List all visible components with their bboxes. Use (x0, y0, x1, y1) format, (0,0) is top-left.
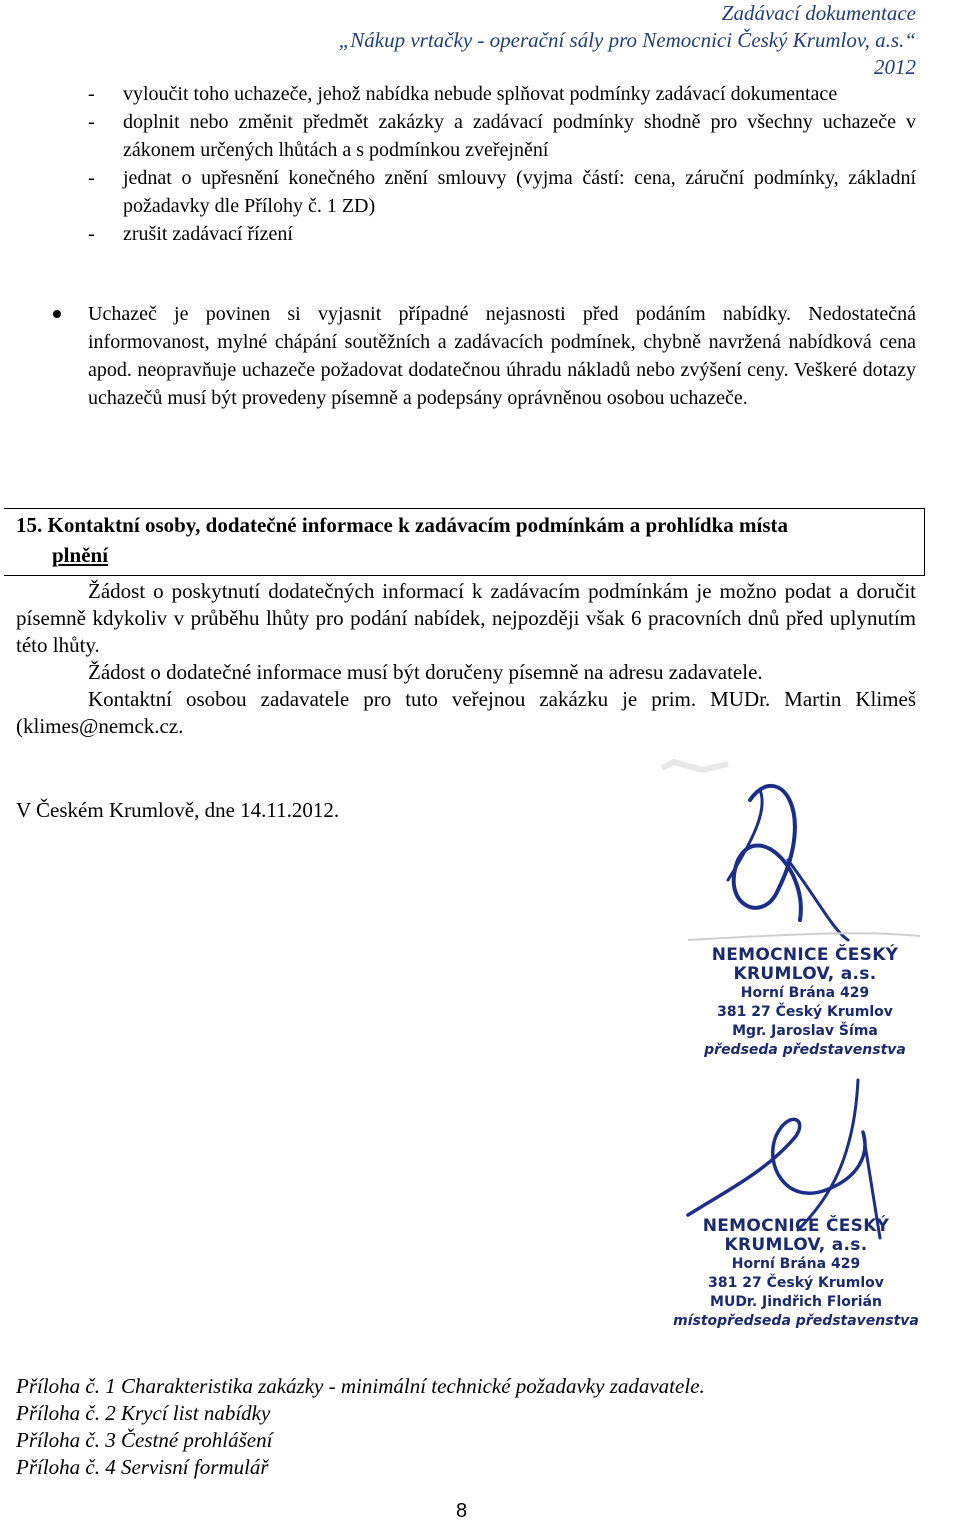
dash-marker: - (88, 223, 95, 245)
stamp-street: Horní Brána 429 (740, 985, 870, 1001)
dash-item-text: jednat o upřesnění konečného znění smlouvy (vyjma částí: cena, záruční podmínky, základní požadavky dle Přílohy č. 1 ZD) (123, 167, 916, 217)
stamp-city: 381 27 Český Krumlov (708, 1275, 884, 1291)
stamp-title: NEMOCNICE ČESKÝ KRUMLOV, a.s. (711, 945, 899, 984)
document-header (339, 0, 916, 81)
company-stamp (664, 1217, 928, 1331)
stamp-title: NEMOCNICE ČESKÝ KRUMLOV, a.s. (702, 1216, 890, 1255)
stamp-role: předseda představenstva (704, 1042, 906, 1058)
appendix-item: Příloha č. 3 Čestné prohlášení (16, 1428, 273, 1452)
bullet-paragraph (53, 300, 916, 412)
section-body (16, 578, 916, 740)
dash-list (88, 80, 916, 248)
appendix-list (16, 1373, 705, 1481)
header-title: Zadávací dokumentace (721, 1, 916, 25)
dash-item (88, 220, 916, 248)
dash-item (88, 164, 916, 220)
dash-item-text: doplnit nebo změnit předmět zakázky a zadávací podmínky shodně pro všechny uchazeče v zákonem určených lhůtách a s podmínkou zveřejnění (123, 111, 916, 161)
section-heading (16, 510, 916, 570)
appendix-item: Příloha č. 1 Charakteristika zakázky - minimální technické požadavky zadavatele. (16, 1374, 705, 1398)
signature-2-icon (658, 1040, 928, 1245)
section-heading-line2: plnění (52, 543, 109, 567)
dash-item (88, 80, 916, 108)
appendix-item: Příloha č. 4 Servisní formulář (16, 1455, 269, 1479)
signature-block (658, 740, 928, 1329)
dash-marker: - (88, 111, 95, 133)
signature-1-icon (658, 740, 928, 945)
stamp-person: MUDr. Jindřich Florián (710, 1294, 882, 1310)
page-number: 8 (456, 1500, 468, 1522)
dash-marker: - (88, 167, 95, 189)
dash-item-text: zrušit zadávací řízení (123, 223, 293, 245)
dash-item-text: vyloučit toho uchazeče, jehož nabídka nebude splňovat podmínky zadávací dokumentace (123, 83, 838, 105)
place-date: V Českém Krumlově, dne 14.11.2012. (16, 798, 340, 822)
bullet-paragraph-text: Uchazeč je povinen si vyjasnit případné nejasnosti před podáním nabídky. Nedostatečná informovanost, mylné chápání soutěžních a zadávacích podmínek, chybně navržená nabídková cena apod. neopravňuje uchazeče požadovat dodatečnou úhradu nákladů nebo zvýšení ceny. Veškeré dotazy uchazečů musí být provedeny písemně a podepsány oprávněnou osobou uchazeče. (88, 303, 916, 409)
bullet-icon (53, 310, 61, 318)
header-year: 2012 (874, 55, 916, 79)
section-paragraph: Žádost o dodatečné informace musí být doručeny písemně na adresu zadavatele. (88, 660, 763, 684)
appendix-item: Příloha č. 2 Krycí list nabídky (16, 1401, 271, 1425)
dash-item (88, 108, 916, 164)
section-paragraph: Kontaktní osobou zadavatele pro tuto veřejnou zakázku je prim. MUDr. Martin Klimeš (klimes@nemck.cz. (16, 687, 916, 738)
section-paragraph: Žádost o poskytnutí dodatečných informací k zadávacím podmínkám je možno podat a doručit písemně kdykoliv v průběhu lhůty pro podání nabídek, nejpozději však 6 pracovních dnů před uplynutím této lhůty. (16, 579, 916, 657)
stamp-role: místopředseda představenstva (673, 1313, 919, 1329)
stamp-person: Mgr. Jaroslav Šíma (732, 1023, 878, 1039)
section-heading-line1: 15. Kontaktní osoby, dodatečné informace k zadávacím podmínkám a prohlídka místa (16, 513, 789, 537)
stamp-street: Horní Brána 429 (731, 1256, 861, 1272)
dash-marker: - (88, 83, 95, 105)
stamp-city: 381 27 Český Krumlov (717, 1004, 893, 1020)
header-subject: „Nákup vrtačky - operační sály pro Nemocnici Český Krumlov, a.s.“ (338, 28, 916, 52)
